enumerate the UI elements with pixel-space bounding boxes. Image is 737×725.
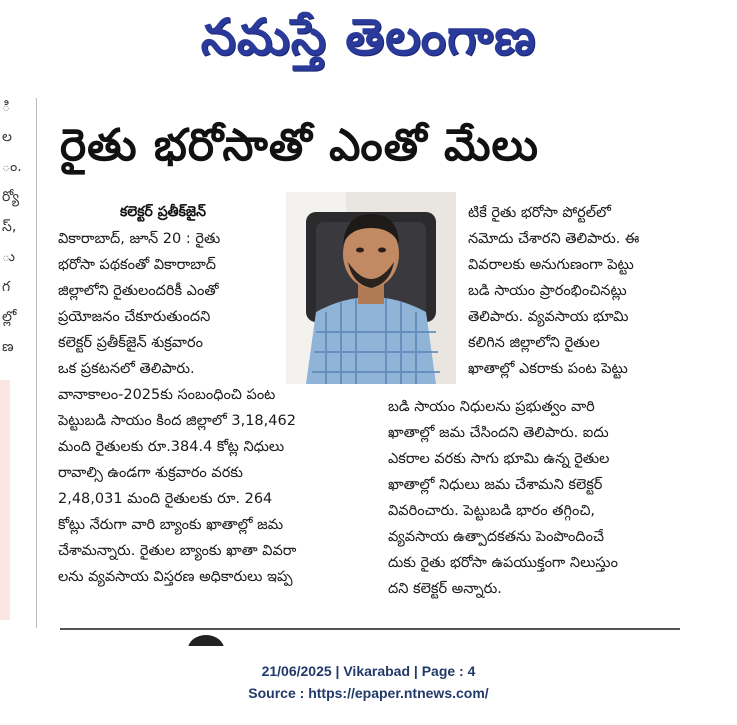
next-article-marker: [186, 632, 226, 646]
portrait-image: [286, 192, 456, 384]
text-line: భరోసా పథకంతో వికారాబాద్: [58, 257, 216, 273]
text-line: వ్యవసాయ ఉత్పాదకతను పెంపొందించే: [388, 529, 605, 545]
text-line: జిల్లాలోని రైతులందరికీ ఎంతో: [58, 283, 219, 299]
newspaper-masthead: [0, 0, 737, 78]
text-line: ం.: [2, 159, 22, 175]
text-line: ఖాతాల్లో జమ చేసిందని తెలిపారు. ఐదు: [388, 425, 609, 441]
text-line: ప్రయోజనం చేకూరుతుందని: [58, 309, 211, 325]
page-footer: [0, 660, 737, 704]
column-divider: [36, 98, 37, 628]
masthead-title: నమస్తే తెలంగాణ: [200, 8, 537, 66]
previous-article-column: [0, 92, 22, 612]
text-line: ు: [2, 249, 15, 265]
text-line: ఖాతాల్లో నిధులు జమ చేశామని కలెక్టర్: [388, 477, 603, 493]
text-line: ఎకరాల వరకు సాగు భూమి ఉన్న రైతుల: [388, 451, 610, 467]
article-byline: కలెక్టర్ ప్రతీక్‌జైన్: [120, 204, 206, 220]
text-line: ి: [2, 99, 11, 115]
text-line: కలెక్టర్ ప్రతీక్‌జైన్ శుక్రవారం: [58, 335, 203, 351]
article-headline: రైతు భరోసాతో ఎంతో మేలు: [60, 120, 539, 171]
text-line: రావాల్సి ఉండగా శుక్రవారం వరకు: [58, 465, 243, 481]
footer-date-edition: 21/06/2025 | Vikarabad | Page : 4: [261, 663, 476, 679]
text-line: 2,48,031 మంది రైతులకు రూ. 264: [58, 491, 273, 507]
text-line: ఖాతాల్లో ఎకరాకు పంట పెట్టు: [468, 361, 628, 377]
text-line: గ: [2, 279, 11, 295]
text-line: ఒక ప్రకటనలో తెలిపారు.: [58, 361, 195, 377]
collector-photo: [286, 192, 456, 384]
text-line: పెట్టుబడి సాయం కింద జిల్లాలో 3,18,462: [58, 413, 296, 429]
text-line: మంది రైతులకు రూ.384.4 కోట్ల నిధులు: [58, 439, 285, 455]
text-line: స్,: [2, 219, 17, 235]
text-line: నమోదు చేశారని తెలిపారు. ఈ: [468, 231, 640, 247]
text-line: వికారాబాద్, జూన్ 20 : రైతు: [58, 231, 221, 247]
text-line: కలిగిన జిల్లాలోని రైతుల: [468, 335, 600, 351]
text-line: ల్లో: [2, 309, 17, 325]
text-line: వివరించారు. పెట్టుబడి భారం తగ్గించి,: [388, 503, 596, 519]
text-line: తెలిపారు. వ్యవసాయ భూమి: [468, 309, 629, 325]
bottom-divider: [60, 628, 680, 630]
article-column-2: [468, 200, 688, 382]
text-line: వానాకాలం-2025కు సంబంధించి పంట: [58, 387, 276, 403]
text-line: ర్యో: [2, 189, 20, 205]
text-line: దని కలెక్టర్ అన్నారు.: [388, 581, 502, 597]
text-line: కోట్లు నేరుగా వారి బ్యాంకు ఖాతాల్లో జమ: [58, 517, 284, 533]
text-line: వివరాలకు అనుగుణంగా పెట్టు: [468, 257, 634, 273]
text-line: ణ: [2, 339, 14, 355]
text-line: టికే రైతు భరోసా పోర్టల్‌లో: [468, 205, 611, 221]
text-line: ల: [2, 129, 12, 145]
text-line: బడి సాయం నిధులను ప్రభుత్వం వారి: [388, 399, 595, 415]
footer-source: Source : https://epaper.ntnews.com/: [248, 685, 489, 701]
text-line: చేశామన్నారు. రైతుల బ్యాంకు ఖాతా వివరా: [58, 543, 297, 559]
text-line: బడి సాయం ప్రారంభించినట్లు: [468, 283, 627, 299]
article-column-3: [388, 394, 684, 602]
text-line: దుకు రైతు భరోసా ఉపయుక్తంగా నిలుస్తుం: [388, 555, 618, 571]
text-line: లను వ్యవసాయ విస్తరణ అధికారులు ఇప్ప: [58, 569, 293, 585]
